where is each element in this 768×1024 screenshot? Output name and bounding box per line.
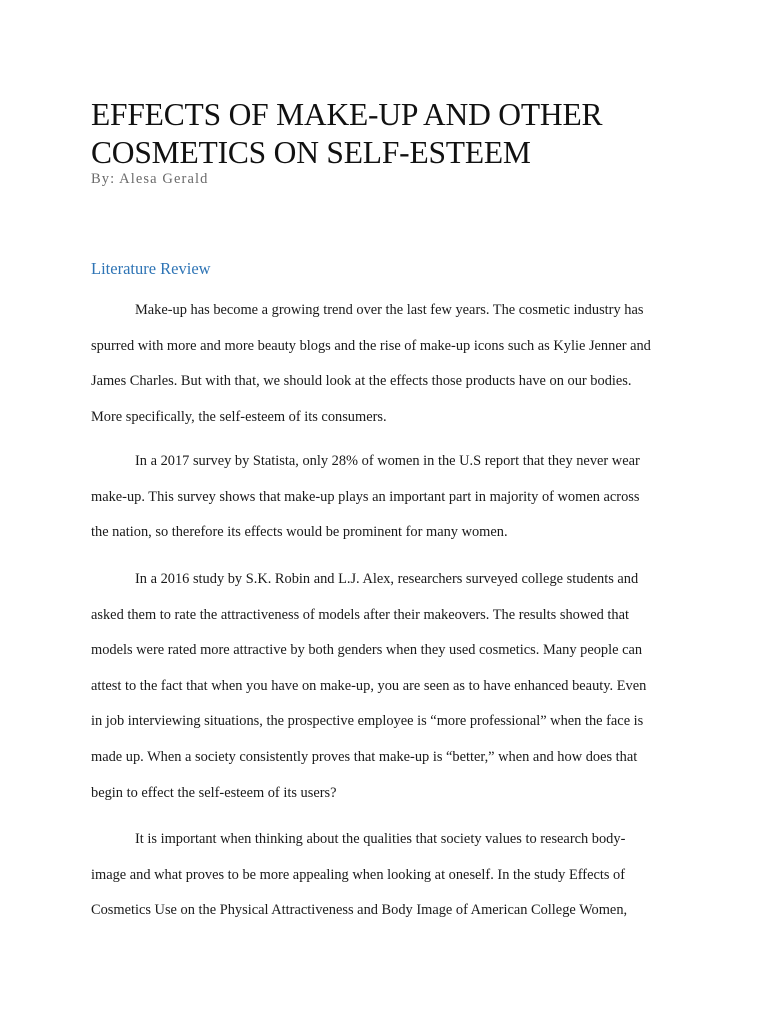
paragraph-line: the nation, so therefore its effects would be prominent for many women. (91, 524, 508, 541)
paragraph-line: models were rated more attractive by both genders when they used cosmetics. Many people can (91, 642, 643, 659)
title-line: EFFECTS OF MAKE-UP AND OTHER (91, 97, 603, 132)
paragraph (91, 562, 687, 811)
paragraph (91, 444, 687, 551)
paragraph-line: In a 2017 survey by Statista, only 28% of women in the U.S report that they never wear (135, 453, 640, 469)
paragraph-line: begin to effect the self-esteem of its users? (91, 784, 337, 801)
paragraph-line: made up. When a society consistently proves that make-up is “better,” when and how does that (91, 748, 638, 765)
paragraph (91, 822, 687, 929)
paragraph-line: James Charles. But with that, we should look at the effects those products have on our bodies. (91, 373, 632, 390)
author-byline: By: Alesa Gerald (91, 171, 209, 187)
paragraph-line: asked them to rate the attractiveness of models after their makeovers. The results showed that (91, 606, 630, 623)
paragraph-line: Make-up has become a growing trend over the last few years. The cosmetic industry has (135, 302, 644, 318)
paragraph-line: It is important when thinking about the qualities that society values to research body- (135, 831, 626, 847)
paragraph-line: make-up. This survey shows that make-up plays an important part in majority of women across (91, 488, 640, 505)
paragraph-line: spurred with more and more beauty blogs and the rise of make-up icons such as Kylie Jenner and (91, 337, 651, 354)
paragraph-line: In a 2016 study by S.K. Robin and L.J. Alex, researchers surveyed college students and (135, 571, 639, 587)
paragraph-line: More specifically, the self-esteem of its consumers. (91, 408, 387, 425)
paragraph-line: Cosmetics Use on the Physical Attractiveness and Body Image of American College Women, (91, 902, 628, 919)
paragraph-line: image and what proves to be more appealing when looking at oneself. In the study Effects of (91, 866, 626, 883)
paragraph (91, 293, 687, 435)
document-title (91, 96, 691, 172)
title-line: COSMETICS ON SELF-ESTEEM (91, 135, 531, 170)
paragraph-line: in job interviewing situations, the prospective employee is “more professional” when the face is (91, 713, 644, 730)
section-heading-literature-review: Literature Review (91, 259, 211, 278)
paragraph-line: attest to the fact that when you have on make-up, you are seen as to have enhanced beauty. Even (91, 677, 647, 694)
